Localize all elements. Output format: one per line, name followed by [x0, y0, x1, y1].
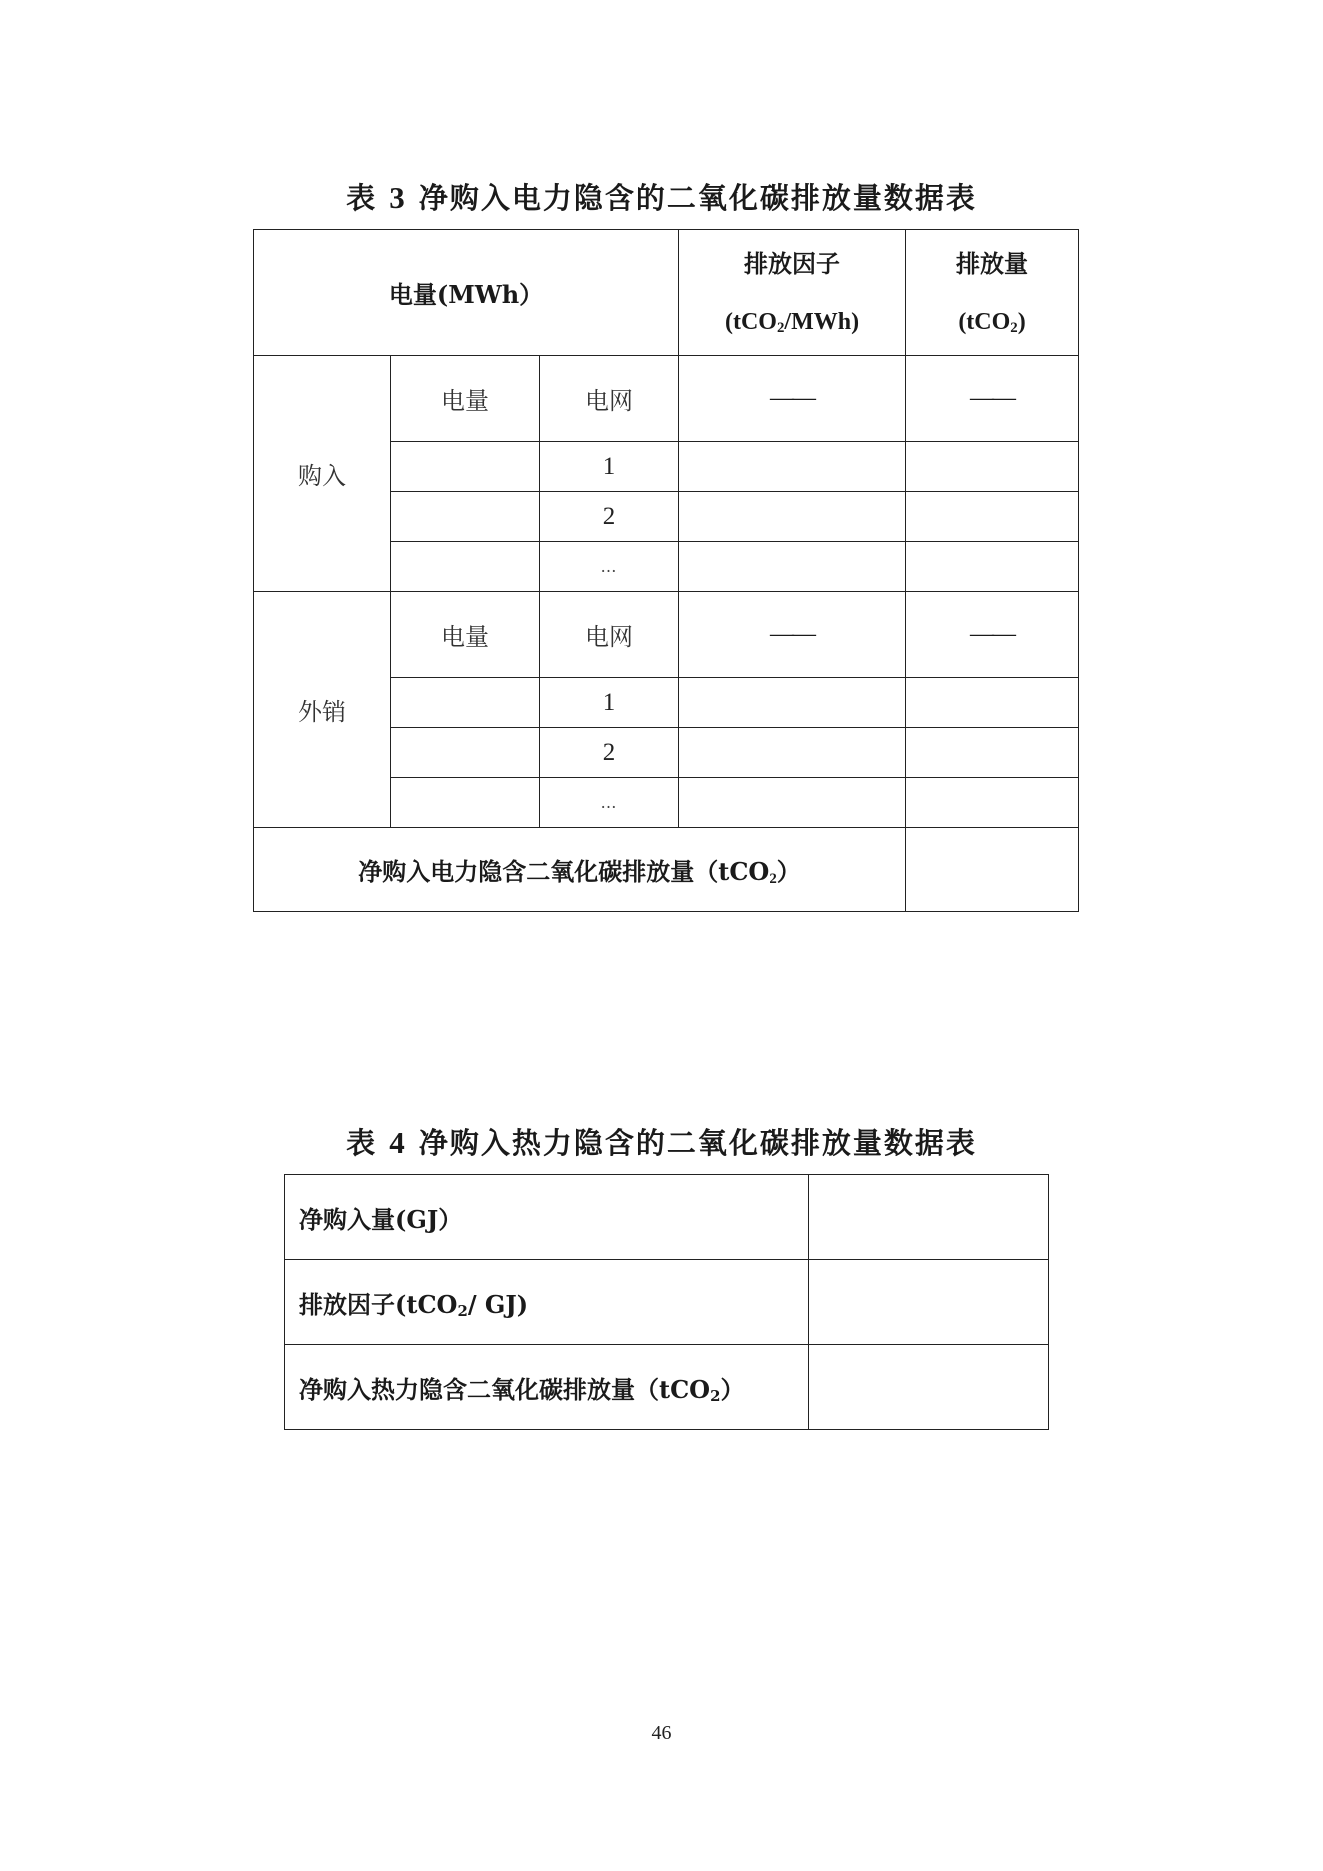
sales-grid-2: 2	[540, 728, 679, 778]
table-row	[285, 1260, 1049, 1345]
net-purchase-value	[809, 1175, 1049, 1260]
sales-grid-subheader: 电网	[540, 592, 679, 678]
purchase-factor-dash: ——	[679, 356, 906, 442]
net-purchase-label: 净购入量(GJ）	[285, 1175, 809, 1260]
sales-grid-ellipsis: …	[540, 778, 679, 828]
purchase-grid-ellipsis: …	[540, 542, 679, 592]
table-row	[285, 1175, 1049, 1260]
emission-factor-label: 排放因子(tCO$_2$/ GJ)	[285, 1260, 809, 1345]
table3-electricity	[253, 229, 1079, 912]
sales-electricity-subheader: 电量	[391, 592, 540, 678]
heat-emissions-value	[809, 1345, 1049, 1430]
total-emissions-label: 净购入电力隐含二氧化碳排放量（tCO$_2$）	[254, 828, 906, 912]
page-number: 46	[651, 1722, 672, 1744]
table-row	[285, 1345, 1049, 1430]
purchase-label: 购入	[254, 356, 391, 592]
sales-label: 外销	[254, 592, 391, 828]
heat-emissions-label: 净购入热力隐含二氧化碳排放量（tCO$_2$）	[285, 1345, 809, 1430]
sales-factor-dash: ——	[679, 592, 906, 678]
table4-heat	[284, 1174, 1049, 1430]
purchase-grid-subheader: 电网	[540, 356, 679, 442]
header-electricity: 电量(MWh）	[254, 230, 679, 356]
emission-factor-value	[809, 1260, 1049, 1345]
table4-title: 表 4 净购入热力隐含的二氧化碳排放量数据表	[346, 1125, 977, 1160]
purchase-electricity-subheader: 电量	[391, 356, 540, 442]
purchase-grid-2: 2	[540, 492, 679, 542]
purchase-grid-1: 1	[540, 442, 679, 492]
header-emissions: 排放量 (tCO$_2$)	[906, 230, 1079, 356]
sales-grid-1: 1	[540, 678, 679, 728]
total-emissions-value	[906, 828, 1079, 912]
table3-title: 表 3 净购入电力隐含的二氧化碳排放量数据表	[346, 180, 977, 215]
sales-emissions-dash: ——	[906, 592, 1079, 678]
purchase-emissions-dash: ——	[906, 356, 1079, 442]
header-emission-factor: 排放因子 (tCO$_2$/MWh)	[679, 230, 906, 356]
